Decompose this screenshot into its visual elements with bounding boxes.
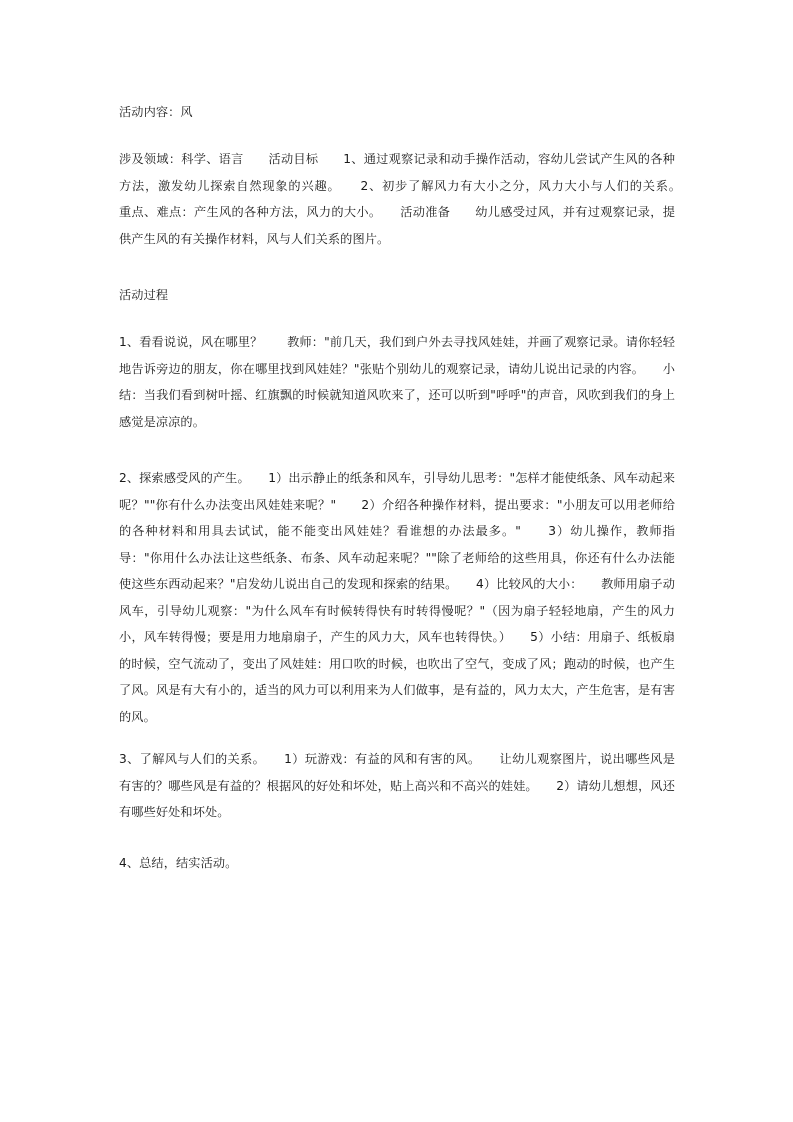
- domain-and-goals-paragraph: 涉及领域：科学、语言 活动目标 1、通过观察记录和动手操作活动，容幼儿尝试产生风的各种方法，激发幼儿探索自然现象的兴趣。 2、初步了解风力有大小之分，风力大小与人们的关系。 重点、难点：产生风的各种方法，风力的大小。 活动准备 幼儿感受过风，并有过观察记录，提供产生风的有关操作材料，风与人们关系的图片。: [119, 152, 700, 246]
- step-2-paragraph: 2、探索感受风的产生。 1）出示静止的纸条和风车，引导幼儿思考："怎样才能使纸条、风车动起来呢？""你有什么办法变出风娃娃来呢？" 2）介绍各种操作材料，提出要求："小朋友可以用老师给的各种材料和用具去试试，能不能变出风娃娃？看谁想的办法最多。" 3）幼儿操作，教师指导："你用什么办法让这些纸条、布条、风车动起来呢？""除了老师给的这些用具，你还有什么办法能使这些东西动起来？"启发幼儿说出自己的发现和探索的结果。 4）比较风的大小： 教师用扇子动风车，引导幼儿观察："为什么风车有时候转得快有时转得慢呢？"（因为扇子轻轻地扇，产生的风力小，风车转得慢；要是用力地扇扇子，产生的风力大，风车也转得快。） 5）小结：用扇子、纸板扇的时候，空气流动了，变出了风娃娃：用口吹的时候，也吹出了空气，变成了风；跑动的时候，也产生了风。风是有大有小的，适当的风力可以利用来为人们做事，是有益的，风力太大，产生危害，是有害的风。: [119, 471, 675, 724]
- step-1-paragraph: 1、看看说说，风在哪里？ 教师："前几天，我们到户外去寻找风娃娃，并画了观察记录。请你轻轻地告诉旁边的朋友，你在哪里找到风娃娃？"张贴个别幼儿的观察记录，请幼儿说出记录的内容。 小结：当我们看到树叶摇、红旗飘的时候就知道风吹来了，还可以听到"呼呼"的声音，风吹到我们的身上感觉是凉凉的。: [119, 335, 675, 429]
- step-4-paragraph: 4、总结，结实活动。: [119, 856, 238, 870]
- process-heading: 活动过程: [119, 288, 169, 302]
- step-3-paragraph: 3、了解风与人们的关系。 1）玩游戏：有益的风和有害的风。 让幼儿观察图片，说出哪些风是有害的？哪些风是有益的？根据风的好处和坏处，贴上高兴和不高兴的娃娃。 2）请幼儿想想，风还有哪些好处和坏处。: [119, 752, 675, 819]
- activity-title: 活动内容：风: [119, 105, 193, 119]
